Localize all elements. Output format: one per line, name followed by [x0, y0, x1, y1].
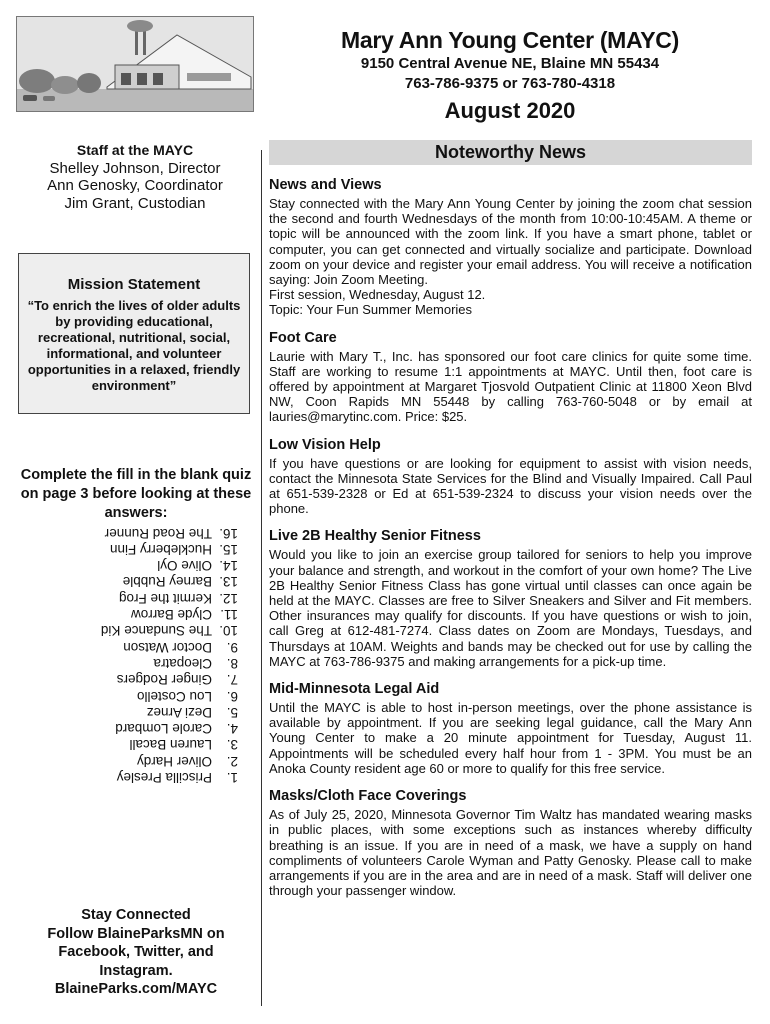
section-paragraph: Until the MAYC is able to host in-person meetings, over the phone assistance is available by appointment. If you are seeking legal guidance, call the Mary Ann Young Center to make a 20 minute appointment for Tuesday, August 11. Appointments will be scheduled every half hour from 1 - 3PM. You must be an Anoka County resident age 60 or more to qualify for this free service.	[269, 700, 752, 776]
news-section	[269, 329, 752, 425]
answer-text: Kermit the Frog	[118, 590, 212, 606]
quiz-answer	[30, 671, 238, 687]
stay-connected-line: Facebook, Twitter, and	[58, 944, 214, 960]
answer-number: 11.	[220, 607, 238, 623]
stay-connected-line: Instagram.	[99, 962, 173, 979]
quiz-answer	[30, 704, 238, 720]
mission-text: “To enrich the lives of older adults by providing educational, recreational, nutritional, social, informational, and volunteer opportunities in a relaxed, friendly environment”	[27, 298, 241, 393]
section-title: Live 2B Healthy Senior Fitness	[269, 528, 481, 545]
mission-heading: Mission Statement	[67, 276, 201, 293]
quiz-answer	[30, 720, 238, 736]
section-paragraph: Stay connected with the Mary Ann Young Center by joining the zoom chat session the second and fourth Wednesdays of the month from 10:00-10:45AM. A theme or topic will be announced with the zoom link. If you have a smart phone, tablet or computer, you can get connected and virtually socialize and participate. Download zoom on your device and register your email address. You will receive a notification saying: Join Zoom Meeting.	[269, 196, 752, 288]
answer-text: Barney Rubble	[122, 574, 212, 590]
page-title: Mary Ann Young Center (MAYC)	[341, 27, 679, 53]
answer-number: 10.	[219, 623, 238, 639]
quiz-answers-upside-down	[30, 525, 238, 785]
center-address: 9150 Central Avenue NE, Blaine MN 55434	[360, 55, 660, 72]
answer-number: 12.	[219, 590, 238, 606]
quiz-answer	[30, 752, 238, 768]
section-paragraph: As of July 25, 2020, Minnesota Governor Tim Waltz has mandated wearing masks in public places, with some exceptions such as instances whereby difficulty breathing is an issue. If you are in need of a mask, we have a supply on hand compliments of volunteers Carole Wyman and Patty Genosky. Please call to make arrangements if you are in the area and are in need of a mask. Staff will deliver one through your passenger window.	[269, 807, 752, 899]
answer-text: Lou Costello	[136, 688, 212, 704]
building-illustration	[17, 17, 253, 111]
answer-number: 8.	[226, 655, 238, 671]
section-paragraph: If you have questions or are looking for equipment to assist with vision needs, contact the Minnesota State Services for the Blind and Visually Impaired. Call Paul at 651-539-2328 or Ed at 651-539-2324 to discuss your vision needs over the phone.	[269, 455, 752, 517]
answer-number: 13.	[219, 574, 238, 590]
newsletter-month: August 2020	[444, 98, 576, 123]
quiz-answer	[30, 736, 238, 752]
section-paragraph: Laurie with Mary T., Inc. has sponsored our foot care clinics for quite some time. Staff are working to resume 1:1 appointments at MAYC. Until then, foot care is offered by appointment at Margaret Tjosvold Outpatient Clinic at 11800 Xeon Blvd NW, Coon Rapids MN 55448 by calling 763-760-5048 or by email at lauries@marytinc.com. Price: $25.	[269, 348, 752, 425]
staff-block	[16, 142, 254, 212]
answer-text: The Road Runner	[104, 525, 212, 541]
answer-number: 9.	[226, 639, 238, 655]
answer-text: Huckleberry Finn	[109, 541, 212, 557]
section-paragraph: First session, Wednesday, August 12.	[269, 287, 486, 303]
answer-text: The Sundance Kid	[100, 623, 212, 639]
section-title: News and Views	[269, 177, 382, 193]
building-photo	[16, 16, 254, 112]
section-title: Foot Care	[269, 329, 337, 346]
news-section	[269, 680, 752, 776]
answer-number: 4.	[226, 721, 238, 737]
stay-connected-block	[16, 906, 256, 999]
answer-text: Dezi Arnez	[146, 704, 212, 720]
answer-number: 5.	[226, 704, 238, 720]
news-section	[269, 176, 752, 318]
page-header	[268, 26, 752, 126]
section-title: Mid-Minnesota Legal Aid	[269, 681, 440, 698]
answer-number: 14.	[219, 558, 238, 574]
quiz-answer	[30, 638, 238, 654]
answer-number: 1.	[226, 770, 238, 785]
quiz-answer	[30, 655, 238, 671]
section-paragraph: Would you like to join an exercise group tailored for seniors to help you improve your balance and strength, and workout in the comfort of your own home? The Live 2B Healthy Senior Fitness Class has gone virtual until classes can once again be held at the MAYC. Classes are free to Silver Sneakers and Silver and Fit members. Other insurances may qualify for discounts. If you have questions or wish to join, call Greg at 612-481-7274. Class dates on Zoom are Mondays, Tuesdays, and Thursdays at 10AM. Weights and bands may be checked out for use by calling the MAYC at 763-786-9375 and making arrangements for a pick-up time.	[269, 547, 752, 669]
answer-text: Cleopatra	[153, 655, 212, 671]
staff-member: Ann Genosky, Coordinator	[47, 177, 223, 194]
answer-text: Priscilla Presley	[116, 770, 212, 785]
news-section	[269, 787, 752, 898]
staff-heading: Staff at the MAYC	[76, 142, 194, 158]
answer-text: Lauren Bacall	[129, 737, 212, 753]
news-section	[269, 436, 752, 517]
stay-connected-heading: Stay Connected	[81, 907, 191, 923]
quiz-answer	[30, 557, 238, 573]
answer-number: 7.	[226, 672, 238, 688]
answer-text: Clyde Barrow	[130, 607, 212, 623]
quiz-answer	[30, 541, 238, 557]
quiz-answer	[30, 606, 238, 622]
answer-text: Ginger Rodgers	[116, 672, 212, 688]
news-column	[269, 140, 752, 898]
answer-number: 2.	[226, 753, 238, 769]
quiz-answer	[30, 769, 238, 785]
center-phone: 763-786-9375 or 763-780-4318	[404, 75, 616, 92]
website-link[interactable]: BlaineParks.com/MAYC	[54, 981, 218, 997]
news-banner: Noteworthy News	[269, 140, 752, 165]
quiz-answer	[30, 573, 238, 589]
answer-text: Olive Oyl	[157, 558, 212, 574]
quiz-answer	[30, 622, 238, 638]
quiz-answer	[30, 524, 238, 540]
section-paragraph: Topic: Your Fun Summer Memories	[269, 302, 473, 318]
answer-text: Carole Lombard	[115, 721, 212, 737]
answer-text: Doctor Watson	[123, 639, 212, 655]
staff-member: Jim Grant, Custodian	[64, 194, 206, 212]
answer-number: 16.	[219, 525, 238, 541]
section-title: Masks/Cloth Face Coverings	[269, 788, 467, 805]
section-title: Low Vision Help	[269, 436, 381, 453]
answer-number: 15.	[219, 541, 238, 557]
staff-member: Shelley Johnson, Director	[49, 159, 221, 177]
news-section	[269, 527, 752, 669]
quiz-answer	[30, 687, 238, 703]
stay-connected-line: Follow BlaineParksMN on	[47, 925, 225, 942]
answer-text: Oliver Hardy	[136, 753, 212, 769]
answer-number: 3.	[226, 737, 238, 753]
quiz-answer	[30, 589, 238, 605]
mission-statement-box	[18, 253, 250, 414]
column-divider	[261, 150, 262, 1006]
quiz-heading: Complete the fill in the blank quiz on page 3 before looking at these answers:	[20, 467, 252, 521]
answer-number: 6.	[226, 688, 238, 704]
